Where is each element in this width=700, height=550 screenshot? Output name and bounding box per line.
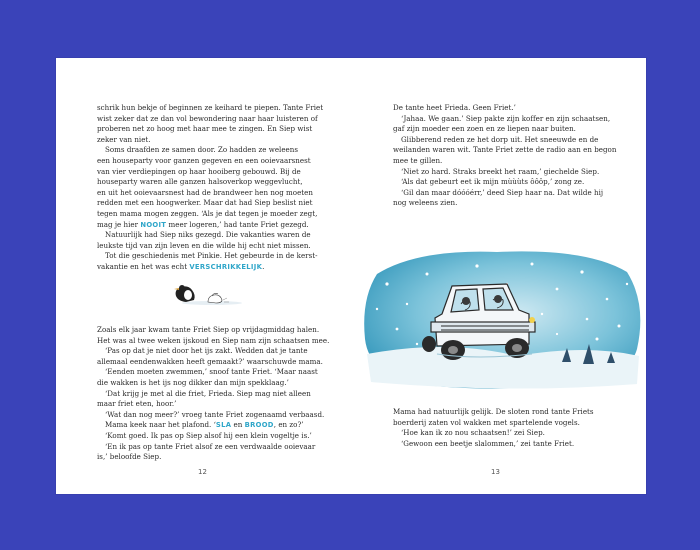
text-line bbox=[97, 389, 317, 400]
text-segment: mee te gillen. bbox=[393, 155, 443, 165]
text-line bbox=[393, 167, 613, 178]
text-segment: ‘Hoe kan ik zo nou schaatsen!’ zei Siep. bbox=[401, 428, 545, 438]
emphasis-word: NOOIT bbox=[140, 220, 167, 229]
text-line bbox=[97, 325, 320, 336]
text-segment: ‘Pas op dat je niet door het ijs zakt. Wedden dat je tante bbox=[105, 346, 308, 356]
text-segment: weilanden waren wit. Tante Friet zette de radio aan en begon bbox=[393, 145, 617, 155]
text-line bbox=[97, 145, 317, 156]
text-line bbox=[393, 428, 613, 439]
text-line bbox=[97, 346, 317, 357]
text-line bbox=[97, 241, 317, 252]
right-page bbox=[351, 58, 646, 494]
text-line bbox=[97, 367, 317, 378]
text-line bbox=[97, 452, 317, 463]
text-segment: Mama keek naar het plafond. ‘ bbox=[105, 420, 216, 430]
text-line bbox=[97, 442, 317, 453]
text-line bbox=[97, 420, 317, 431]
text-segment: tegen mama mogen zeggen. ‘Als je dat tegen je moeder zegt, bbox=[97, 208, 318, 218]
text-segment: ‘Als dat gebeurt eet ik mijn mùùùts ôôôp,’ zong ze. bbox=[401, 177, 585, 187]
text-segment: meer logeren,’ had tante Friet gezegd. bbox=[166, 219, 309, 229]
text-segment: Zoals elk jaar kwam tante Friet Siep op vrijdagmiddag halen. bbox=[97, 325, 320, 334]
text-segment: die wakken is het ijs nog dikker dan mijn spekklaag.’ bbox=[97, 377, 289, 387]
text-line bbox=[97, 335, 330, 347]
text-segment: is,’ beloofde Siep. bbox=[97, 452, 162, 462]
text-line bbox=[393, 114, 613, 125]
text-segment: proberen net zo hoog met haar mee te zingen. En Siep wist bbox=[97, 124, 313, 134]
text-segment: maar friet eten, hoor.’ bbox=[97, 399, 177, 409]
emphasis-word: SLA bbox=[215, 421, 232, 430]
text-segment: mag je hier bbox=[97, 219, 141, 229]
text-line bbox=[97, 167, 317, 178]
text-segment: ‘Eenden moeten zwemmen,’ snoof tante Friet. ‘Maar naast bbox=[105, 367, 318, 377]
text-segment: nog weleens zien. bbox=[393, 198, 458, 208]
text-segment: Soms draafden ze samen door. Zo hadden ze weleens bbox=[105, 145, 299, 155]
left-text-block-2 bbox=[97, 325, 330, 463]
text-segment: wist zeker dat ze dan vol bewondering naar haar luisteren of bbox=[97, 113, 318, 123]
text-segment: en bbox=[231, 420, 245, 430]
text-segment: ‘Gewoon een beetje slalommen,’ zei tante Friet. bbox=[401, 438, 575, 448]
text-segment: allemaal eendenwakken heeft gemaakt?’ waarschuwde mama. bbox=[97, 356, 323, 366]
text-segment: schrik hun bekje of beginnen ze keihard te piepen. Tante Friet bbox=[97, 103, 324, 112]
text-line bbox=[97, 230, 317, 241]
text-segment: Natuurlijk had Siep niks gezegd. Die vakanties waren de bbox=[105, 230, 311, 240]
text-segment: van vier verdiepingen op haar hooiberg gebouwd. Bij de bbox=[97, 166, 301, 176]
penguin-vignette bbox=[168, 276, 248, 306]
text-segment: ‘Dat krijg je met al die friet, Frieda. Siep mag niet alleen bbox=[105, 388, 311, 398]
text-line bbox=[97, 356, 323, 368]
snowy-car-illustration bbox=[357, 244, 644, 394]
text-line bbox=[97, 262, 317, 273]
text-line bbox=[393, 439, 613, 450]
text-line bbox=[393, 103, 613, 114]
text-line bbox=[97, 156, 317, 167]
text-line bbox=[393, 188, 613, 199]
left-page bbox=[56, 58, 351, 494]
text-line bbox=[393, 135, 613, 146]
text-segment: gaf zijn moeder een zoen en ze liepen naar buiten. bbox=[393, 124, 576, 134]
text-segment: . bbox=[262, 261, 265, 271]
text-line bbox=[97, 399, 317, 410]
text-line bbox=[97, 135, 317, 146]
text-segment: Glibberend reden ze het dorp uit. Het sneeuwde en de bbox=[401, 134, 599, 144]
right-text-block-2 bbox=[393, 407, 613, 449]
text-line bbox=[393, 407, 613, 418]
text-segment: ‘Wat dan nog meer?’ vroeg tante Friet zogenaamd verbaasd. bbox=[105, 409, 325, 419]
text-segment: ‘En ik pas op tante Friet alsof ze een verdwaalde ooievaar bbox=[105, 441, 316, 451]
emphasis-word: VERSCHRIKKELIJK bbox=[189, 262, 263, 271]
text-line bbox=[97, 114, 317, 125]
text-segment: Het was al twee weken ijskoud en Siep nam zijn schaatsen mee. bbox=[97, 335, 330, 345]
text-line bbox=[97, 378, 317, 389]
text-line bbox=[97, 124, 317, 135]
text-line bbox=[97, 209, 317, 220]
text-segment: vakantie en het was echt bbox=[97, 261, 190, 271]
text-line bbox=[97, 431, 317, 442]
text-line bbox=[97, 177, 317, 188]
text-line bbox=[393, 124, 613, 135]
text-segment: Tot die geschiedenis met Pinkie. Het gebeurde in de kerst- bbox=[105, 251, 318, 261]
text-line bbox=[393, 177, 613, 188]
text-line bbox=[97, 188, 317, 199]
text-segment: Mama had natuurlijk gelijk. De sloten rond tante Friets bbox=[393, 407, 594, 416]
text-segment: ‘Jahaa. We gaan.’ Siep pakte zijn koffer en zijn schaatsen, bbox=[401, 113, 611, 123]
text-segment: redden met een hoogwerker. Maar dat had Siep beslist niet bbox=[97, 198, 313, 208]
text-segment: een houseparty voor ganzen gegeven en een ooievaarsnest bbox=[97, 155, 311, 165]
text-line bbox=[97, 409, 325, 421]
right-text-block-1 bbox=[393, 103, 617, 209]
text-segment: De tante heet Frieda. Geen Friet.’ bbox=[393, 103, 516, 112]
text-line bbox=[393, 156, 613, 167]
text-segment: ‘Gil dan maar dóóóérr,’ deed Siep haar na. Dat wilde hij bbox=[401, 187, 604, 197]
text-segment: zeker van niet. bbox=[97, 134, 151, 144]
text-segment: ‘Niet zo hard. Straks breekt het raam,’ giechelde Siep. bbox=[401, 166, 600, 176]
text-line bbox=[97, 198, 317, 209]
text-line bbox=[97, 251, 317, 262]
page-number-left: 12 bbox=[198, 468, 207, 476]
left-text-block-1 bbox=[97, 103, 324, 273]
text-line bbox=[393, 418, 613, 429]
text-segment: boerderij zaten vol wakken met spartelende vogels. bbox=[393, 417, 580, 427]
page-number-right: 13 bbox=[491, 468, 500, 476]
text-segment: en uit het ooievaarsnest had de brandweer hen nog moeten bbox=[97, 187, 313, 197]
text-line bbox=[393, 198, 613, 209]
book-spread bbox=[56, 58, 646, 494]
emphasis-word: BROOD bbox=[244, 421, 274, 430]
text-line bbox=[97, 220, 317, 231]
text-line bbox=[393, 145, 617, 156]
text-line bbox=[97, 103, 324, 114]
text-segment: , en zo?’ bbox=[273, 420, 304, 430]
text-segment: leukste tijd van zijn leven en die wilde hij echt niet missen. bbox=[97, 240, 311, 250]
text-segment: ‘Komt goed. Ik pas op Siep alsof hij een klein vogeltje is.’ bbox=[105, 430, 312, 440]
text-segment: houseparty waren alle ganzen halsoverkop weggevlucht, bbox=[97, 177, 303, 187]
